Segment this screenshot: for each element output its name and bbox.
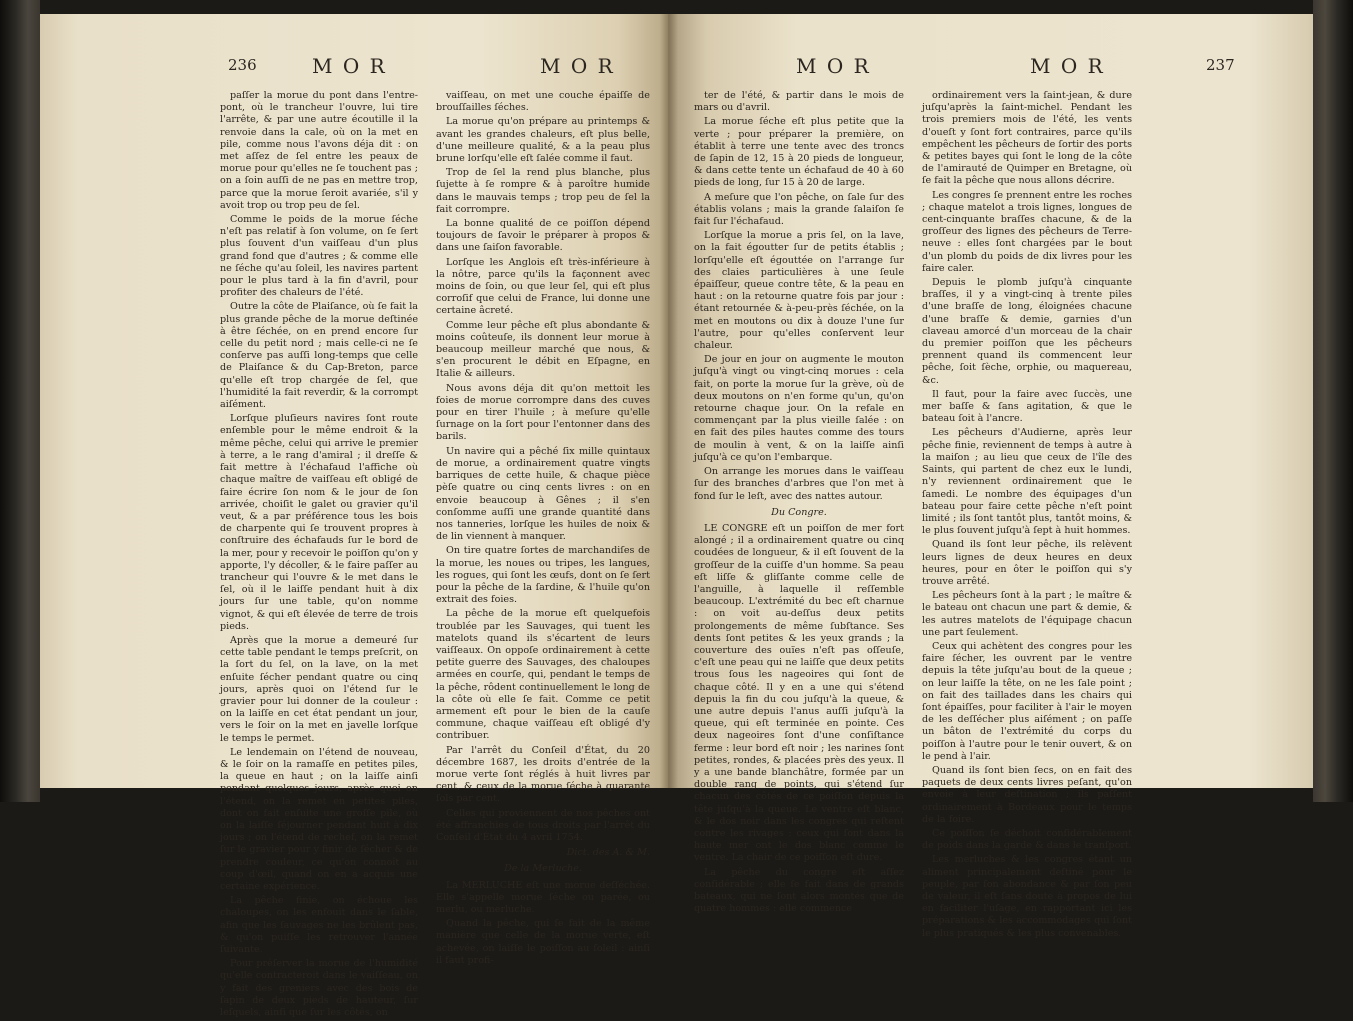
paragraph: Comme le poids de la morue ſéche n'eſt pas relatif à ſon volume, on ſe ſert plus ſouvent d'un vaiſſeau d'un plus grand fond que d'autres ; & comme elle ne ſéche qu'au ſoleil, les navires partent pour le plus tard à la fin d'avril, pour profiter des chaleurs de l'été. — [220, 214, 418, 299]
paragraph: Depuis le plomb juſqu'à cinquante braſſes, il y a vingt-cinq à trente piles d'une braſſe de long, éloignées chacune d'une braſſe & demie, garnies d'un claveau amorcé d'un morceau de la chair du premier poiſſon que les pêcheurs prennent quand ils commencent leur pêche, ſoit ſèche, orphie, ou maquereau, &c. — [922, 277, 1132, 386]
paragraph: Quand ils ſont leur pêche, ils relèvent leurs lignes de deux heures en deux heures, pour en ôter le poiſſon qui s'y trouve arrêté. — [922, 539, 1132, 587]
paragraph: On arrange les morues dans le vaiſſeau ſur des branches d'arbres que l'on met à fond ſur le leſt, avec des nattes autour. — [694, 466, 904, 502]
section-heading: Du Congre. — [771, 506, 827, 518]
paragraph: Les pêcheurs ſont à la part ; le maître & le bateau ont chacun une part & demie, & les autres matelots de l'équipage chacun une part ſeulement. — [922, 590, 1132, 638]
book-edge-left — [0, 0, 40, 802]
section-heading: De la Merluche. — [504, 863, 582, 875]
paragraph: Les pêcheurs d'Audierne, après leur pêche finie, reviennent de temps à autre à la maiſon ; au lieu que ceux de l'île des Saints, qui partent de chez eux le lundi, n'y reviennent ordinairement que le ſamedi. Le nombre des équipages d'un bateau pour faire cette pêche n'eſt point limité ; ils ſont tantôt plus, tantôt moins, & le plus ſouvent juſqu'à ſept à huit hommes. — [922, 427, 1132, 537]
paragraph: De jour en jour on augmente le mouton juſqu'à vingt ou vingt-cinq morues : cela fait, on porte la morue ſur la grève, où de deux moutons on n'en forme qu'un, qu'on retourne chaque jour. On la refale en commençant par la plus vieille ſalée : on en fait des piles hautes comme des tours de moulin à vent, & on la laiſſe ainſi juſqu'à ce qu'on l'embarque. — [694, 354, 904, 463]
paragraph: Pour préſerver la morue de l'humidité qu'elle contracteroit dans le vaiſſeau, on y fait des greniers avec des bois de ſapin de deux pieds de hauteur, ſur leſquels, ainſi que ſur les côtés, on — [220, 958, 418, 1019]
paragraph: La pêche du congre eſt aſſez conſidérable ; elle ſe fait dans de grands bateaux, qui ne ſont alors montés que de quatre hommes : elle commence — [694, 866, 904, 915]
right-page-column-2 — [922, 90, 1132, 942]
paragraph: Lorſque les Anglois eſt très-inférieure à la nôtre, parce qu'ils la façonnent avec moins de ſoin, ou que leur ſel, qui eſt plus corroſif que celui de France, lui donne une certaine âcreté. — [436, 256, 650, 317]
paragraph: Lorſque la morue a pris ſel, on la lave, on la fait égoutter ſur de petits établis ; lorſqu'elle eſt égouttée on l'arrange ſur des claies particulières à une ſeule épaiſſeur, queue contre tête, & la peau en haut : on la retourne quatre fois par jour : étant retournée & à-peu-près ſéchée, on la met en moutons ou dix à douze l'une ſur l'autre, pour qu'elles conſervent leur chaleur. — [694, 230, 904, 352]
paragraph: LE CONGRE eſt un poiſſon de mer fort alongé ; il a ordinairement quatre ou cinq coudées de longueur, & il eſt ſouvent de la groſſeur de la cuiſſe d'un homme. Sa peau eſt liſſe & gliſſante comme celle de l'anguille, à laquelle il reſſemble beaucoup. L'extrémité du bec eſt charnue : on voit au-deſſus deux petits prolongements de même ſubſtance. Ses dents ſont petites & les yeux grands ; la couverture des ouïes n'eſt pas oſſeuſe, c'eſt une peau qui ne laiſſe que deux petits trous ſous les nageoires qui ſont de chaque côté. Il y en a une qui s'étend depuis la fin du cou juſqu'à la queue, & une autre depuis l'anus auſſi juſqu'à la queue, qui eſt terminée en pointe. Ces deux nageoires ſont d'une conſiſtance ferme : leur bord eſt noir ; les narines ſont petites, rondes, & placées près des yeux. Il y a une bande blanchâtre, formée par un double rang de points, qui s'étend ſur chacun des côtés de ce poiſſon depuis la tête juſqu'à la queue. Le ventre eſt blanc, & le dos noir dans les congres qui reſtent contre les rivages : ceux qui ſont dans la haute mer ont le dos blanc comme le ventre. La chair de ce poiſſon eſt dure. — [694, 522, 904, 864]
right-page-column-1 — [694, 90, 904, 917]
paragraph: Ceux qui achètent des congres pour les faire ſécher, les ouvrent par le ventre depuis la tête juſqu'au bout de la queue ; on leur laiſſe la tête, on ne les ſale point ; on fait des taillades dans les chairs qui ſont épaiſſes, pour faciliter à l'air le moyen de les deſſécher plus aiſément ; on paſſe un bâton de l'extrémité du corps du poiſſon à l'autre pour le tenir ouvert, & on le pend à l'air. — [922, 640, 1132, 762]
paragraph: La pêche finie, on échoue les chaloupes, on les enfouit dans le ſable, afin que les ſauvages ne les brûlent pas, & qu'on puiſſe les retrouver l'année ſuivante. — [220, 895, 418, 956]
paragraph: Outre la côte de Plaiſance, où ſe fait la plus grande pêche de la morue deſtinée à être ſéchée, on en prend encore ſur celle du petit nord ; mais celle-ci ne ſe conſerve pas auſſi long-temps que celle de Plaiſance & du Cap-Breton, parce qu'elle eſt trop chargée de ſel, que l'humidité la fait reverdir, & la corrompt aiſément. — [220, 301, 418, 411]
paragraph: Quand la pêche, qui ſe fait de la même manière que celle de la morue verte, eſt achevée, on laiſſe le poiſſon au ſoleil : ainſi il faut profi- — [436, 918, 650, 966]
paragraph: Trop de ſel la rend plus blanche, plus ſujette à ſe rompre & à paroître humide dans le mauvais temps ; trop peu de ſel la fait corrompre. — [436, 167, 650, 215]
running-head-right-1: M O R — [796, 54, 871, 78]
book-gutter — [660, 14, 678, 788]
running-head-left-1: M O R — [312, 54, 387, 78]
paragraph: vaiſſeau, on met une couche épaiſſe de brouſſailles ſéches. — [436, 90, 650, 114]
paragraph: Nous avons déja dit qu'on mettoit les foies de morue corrompre dans des cuves pour en tirer l'huile ; à meſure qu'elle ſurnage on la ſort pour l'entonner dans des barils. — [436, 382, 650, 443]
paragraph: Il faut, pour la faire avec ſuccès, une mer baſſe & ſans agitation, & que le bateau ſoit à l'ancre. — [922, 388, 1132, 425]
right-page — [668, 14, 1313, 939]
paragraph: La pêche de la morue eſt quelquefois troublée par les Sauvages, qui tuent les matelots quand ils s'écartent de leurs vaiſſeaux. On oppoſe ordinairement à cette petite guerre des Sauvages, des chaloupes armées en courſe, qui, pendant le temps de la pêche, rôdent continuellement le long de la côte où elle ſe fait. Comme ce petit armement eſt pour le bien de la cauſe commune, chaque vaiſſeau eſt obligé d'y contribuer. — [436, 608, 650, 742]
left-page — [40, 14, 668, 1019]
paragraph: Lorſque pluſieurs navires ſont route enſemble pour le même endroit & la même pêche, celui qui arrive le premier à terre, a le rang d'amiral ; il dreſſe & fait mettre à l'échafaud l'affiche où chaque maître de vaiſſeau eſt obligé de faire écrire ſon nom & le jour de ſon arrivée, choiſit le galet ou gravier qu'il veut, & a par préférence tous les bois de charpente qui ſe trouvent propres à conſtruire des échafauds ſur le bord de la mer, pour y recevoir le poiſſon qu'on y apporte, l'y décoller, & le faire paſſer au trancheur qui l'ouvre & le met dans le ſel, où il le laiſſe pendant huit à dix jours ſur une table, qu'on nomme vignot, & qui eſt élevée de terre de trois pieds. — [220, 413, 418, 632]
paragraph: A meſure que l'on pêche, on ſale ſur des établis volans ; mais la grande ſalaiſon ſe fait ſur l'échafaud. — [694, 191, 904, 228]
paragraph: Ce poiſſon ſe déchoit conſidérablement de poids dans la garde & dans le tranſport. — [922, 827, 1132, 852]
paragraph: paſſer la morue du pont dans l'entre-pont, où le trancheur l'ouvre, lui tire l'arrête, & par une autre écoutille il la renvoie dans la cale, où on la met en pile, comme nous l'avons déja dit : on met aſſez de ſel entre les peaux de morue pour qu'elles ne ſe touchent pas ; on a ſoin auſſi de ne pas en mettre trop, parce que la morue ſeroit avariée, s'il y avoit trop ou trop peu de ſel. — [220, 90, 418, 211]
running-head-left-2: M O R — [540, 54, 615, 78]
paragraph: Par l'arrêt du Conſeil d'État, du 20 décembre 1687, les droits d'entrée de la morue verte ſont réglés à huit livres par cent, & ceux de la morue ſéche à quarante ſols par cent. — [436, 744, 650, 805]
page-number-left: 236 — [228, 56, 257, 74]
paragraph: On tire quatre ſortes de marchandiſes de la morue, les noues ou tripes, les langues, les rogues, qui ſont les œufs, dont on ſe ſert pour la pêche de la ſardine, & l'huile qu'on extrait des foies. — [436, 545, 650, 606]
book-edge-right — [1313, 0, 1353, 802]
page-number-right: 237 — [1206, 56, 1235, 74]
paragraph: La MERLUCHE eſt une morue deſſéchée. Elle s'appelle morue ſéche ou parée, ou merlu, ou merluche. — [436, 879, 650, 915]
signature: Dict. des A. & M. — [566, 847, 650, 859]
paragraph: Les merluches & les congres étant un aliment principalement deſtiné pour le peuple, par ſon abondance & par ſon peu de valeur, il eſt ſans doute à propos de lui en faciliter l'uſage, en rapportant ici les préparations & les accommodages qui ſont le plus pratiqués & les plus convenables. — [922, 854, 1132, 939]
left-page-column-1 — [220, 90, 418, 1021]
paragraph: La bonne qualité de ce poiſſon dépend toujours de ſavoir le préparer à propos & dans une ſaiſon favorable. — [436, 218, 650, 254]
paragraph: Les congres ſe prennent entre les roches ; chaque matelot a trois lignes, longues de cent-cinquante braſſes chacune, & de la groſſeur des lignes des pêcheurs de Terre-neuve : elles ſont chargées par le bout d'un plomb du poids de dix livres pour les faire caler. — [922, 189, 1132, 274]
paragraph: ordinairement vers la ſaint-jean, & dure juſqu'après la ſaint-michel. Pendant les trois premiers mois de l'été, les vents d'oueſt y ſont fort contraires, parce qu'ils empêchent les pêcheurs de ſortir des ports & petites bayes qui ſont le long de la côte de l'amirauté de Quimper en Bretagne, où ſe fait la pêche que nous allons décrire. — [922, 90, 1132, 187]
paragraph: La morue ſéche eſt plus petite que la verte ; pour préparer la première, on établit à terre une tente avec des troncs de ſapin de 12, 15 à 20 pieds de longueur, & dans cette tente un échafaud de 40 à 60 pieds de long, ſur 15 à 20 de large. — [694, 116, 904, 189]
paragraph: ter de l'été, & partir dans le mois de mars ou d'avril. — [694, 90, 904, 114]
paragraph: Celles qui proviennent de nos pêches ont été affranchies de tous droits par l'arrêt du Conſeil d'État du 4 avril 1754. — [436, 807, 650, 843]
paragraph: Un navire qui a pêché ſix mille quintaux de morue, a ordinairement quatre vingts barriques de cette huile, & chaque pièce pèſe quatre ou cinq cents livres : on en envoie beaucoup à Gênes ; il s'en conſomme auſſi une grande quantité dans nos tanneries, lorſque les huiles de noix & de lin viennent à manquer. — [436, 445, 650, 543]
paragraph: Quand ils ſont bien ſecs, on en fait des paquets de deux cents livres peſant, qu'on envoie à leur deſtination ; ils paſſent ordinairement à Bordeaux pour le temps de la foire. — [922, 764, 1132, 825]
paragraph: Comme leur pêche eſt plus abondante & moins coûteuſe, ils donnent leur morue à beaucoup meilleur marché que nous, & s'en procurent le débit en Eſpagne, en Italie & ailleurs. — [436, 319, 650, 380]
running-head-right-2: M O R — [1030, 54, 1105, 78]
paragraph: Après que la morue a demeuré ſur cette table pendant le temps preſcrit, on la ſort du ſel, on la lave, on la met enſuite ſécher pendant quatre ou cinq jours, après quoi on l'étend ſur le gravier pour lui donner de la couleur : on la laiſſe en cet état pendant un jour, vers le ſoir on la met en javelle lorſque le temps le permet. — [220, 634, 418, 744]
paragraph: La morue qu'on prépare au printemps & avant les grandes chaleurs, eſt plus belle, d'une meilleure qualité, & a la peau plus brune lorſqu'elle eſt ſalée comme il faut. — [436, 116, 650, 165]
left-page-column-2 — [436, 90, 650, 969]
paragraph: Le lendemain on l'étend de nouveau, & le ſoir on la ramaſſe en petites piles, la queue en haut ; on la laiſſe ainſi pendant quelques jours, après quoi on l'étend, on la remet en petites piles, dont on fait enſuite une groſſe pile, où on la laiſſe ſéjourner pendant huit à dix jours ; on l'étend de rechef, on la remet ſur le gravier pour y finir de ſécher & de prendre couleur, ce qu'on connoît au coup d'œil, quand on en a acquis une certaine expérience. — [220, 746, 418, 892]
